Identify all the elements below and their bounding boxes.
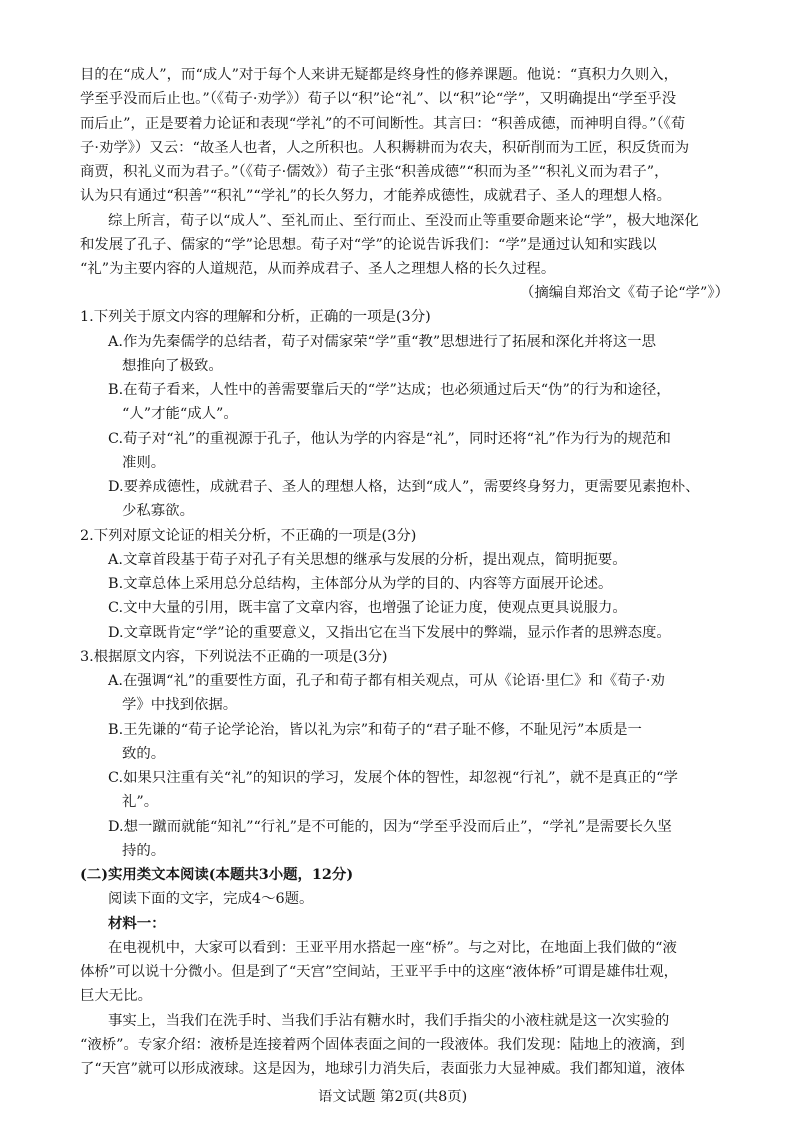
conclusion-line: 综上所言，荀子以“成人”、至礼而止、至行而止、至没而止等重要命题来论“学”，极大地深化 bbox=[108, 212, 699, 229]
option-line: 持的。 bbox=[122, 842, 166, 859]
option-line: A.文章首段基于荀子对孔子有关思想的继承与发展的分析，提出观点，简明扼要。 bbox=[108, 551, 627, 568]
option-line: 礼”。 bbox=[122, 794, 159, 811]
material-label: 材料一： bbox=[108, 914, 166, 932]
material-line: “液桥”。专家介绍：液桥是连接着两个固体表面之间的一段液体。我们发现：陆地上的液滴，到 bbox=[80, 1036, 685, 1053]
option-line: D.要养成德性，成就君子、圣人的理想人格，达到“成人”，需要终身努力，更需要见素抱朴、 bbox=[108, 479, 700, 496]
option-line: D.文章既肯定“学”论的重要意义，又指出它在当下发展中的弊端，显示作者的思辨态度。 bbox=[108, 624, 671, 641]
option-line: B.王先谦的“荀子论学论治，皆以礼为宗”和荀子的“君子耻不修，不耻见污”本质是一 bbox=[108, 721, 642, 738]
option-line: “人”才能“成人”。 bbox=[122, 406, 238, 423]
option-line: B.文章总体上采用总分总结构，主体部分从为学的目的、内容等方面展开论述。 bbox=[108, 576, 613, 593]
passage-line: 子·劝学》）又云：“故圣人也者，人之所积也。人积耨耕而为农夫，积斫削而为工匠，积反货而为 bbox=[80, 139, 690, 156]
conclusion-line: “礼”为主要内容的人道规范，从而养成君子、圣人之理想人格的长久过程。 bbox=[80, 261, 556, 277]
option-line: 少私寡欲。 bbox=[122, 503, 194, 520]
passage-line: 而后止”，正是要着力论证和表现“学礼”的不可间断性。其言曰：“积善成德，而神明自得。”（《荀 bbox=[80, 115, 686, 132]
question-stem: 2.下列对原文论证的相关分析，不正确的一项是(3分) bbox=[80, 527, 417, 544]
material-line: 了“天宫”就可以形成液球。这是因为，地球引力消失后，表面张力大显神威。我们都知道，液体 bbox=[80, 1061, 685, 1077]
question-stem: 1.下列关于原文内容的理解和分析，正确的一项是(3分) bbox=[80, 309, 431, 326]
passage-line: 认为只有通过“积善”“积礼”“学礼”的长久努力，才能养成德性，成就君子、圣人的理想人格。 bbox=[80, 188, 671, 205]
option-line: 准则。 bbox=[122, 454, 166, 471]
option-line: C.荀子对“礼”的重视源于孔子，他认为学的内容是“礼”，同时还将“礼”作为行为的规范和 bbox=[108, 430, 671, 447]
passage-line: 商贾，积礼义而为君子。”（《荀子·儒效》）荀子主张“积善成德”“积而为圣”“积礼义而为君子”， bbox=[80, 164, 669, 180]
option-line: D.想一蹴而就能“知礼”“行礼”是不可能的，因为“学至乎没而后止”，“学礼”是需要长久坚 bbox=[108, 818, 672, 835]
option-line: 想推向了极致。 bbox=[122, 357, 223, 374]
option-line: 致的。 bbox=[122, 745, 166, 762]
option-line: C.如果只注重有关“礼”的知识的学习，发展个体的智性，却忽视“行礼”，就不是真正的“学 bbox=[108, 770, 678, 787]
passage-line: 学至乎没而后止也。”（《荀子·劝学》）荀子以“积”论“礼”、以“积”论“学”，又明确提出“学至乎没 bbox=[80, 91, 677, 108]
material-line: 巨大无比。 bbox=[80, 988, 152, 1005]
option-line: C.文中大量的引用，既丰富了文章内容，也增强了论证力度，使观点更具说服力。 bbox=[108, 600, 627, 617]
source-citation: （摘编自郑治文《荀子论“学”》） bbox=[520, 285, 729, 302]
page-footer: 语文试题 第2页(共8页) bbox=[318, 1089, 468, 1105]
section-heading: (二)实用类文本阅读(本题共3小题，12分) bbox=[80, 866, 354, 883]
material-line: 在电视机中，大家可以看到：王亚平用水搭起一座“桥”。与之对比，在地面上我们做的“液 bbox=[108, 939, 677, 956]
section-instruction: 阅读下面的文字，完成4～6题。 bbox=[108, 891, 314, 908]
option-line: B.在荀子看来，人性中的善需要靠后天的“学”达成；也必须通过后天“伪”的行为和途径， bbox=[108, 382, 671, 399]
passage-line: 目的在“成人”，而“成人”对于每个人来讲无疑都是终身性的修养课题。他说：“真积力久则入， bbox=[80, 67, 679, 83]
material-line: 体桥”可以说十分微小。但是到了“天宫”空间站，王亚平手中的这座“液体桥”可谓是雄伟壮观， bbox=[80, 964, 679, 980]
material-line: 事实上，当我们在洗手时、当我们手沾有糖水时，我们手指尖的小液柱就是这一次实验的 bbox=[108, 1012, 670, 1029]
option-line: 学》中找到依据。 bbox=[122, 697, 238, 714]
option-line: A.在强调“礼”的重要性方面，孔子和荀子都有相关观点，可从《论语·里仁》和《荀子·劝 bbox=[108, 673, 665, 690]
conclusion-line: 和发展了孔子、儒家的“学”论思想。荀子对“学”的论说告诉我们：“学”是通过认知和实践以 bbox=[80, 236, 657, 253]
question-stem: 3.根据原文内容，下列说法不正确的一项是(3分) bbox=[80, 648, 388, 665]
option-line: A.作为先秦儒学的总结者，荀子对儒家荣“学”重“教”思想进行了拓展和深化并将这一思 bbox=[108, 333, 657, 350]
